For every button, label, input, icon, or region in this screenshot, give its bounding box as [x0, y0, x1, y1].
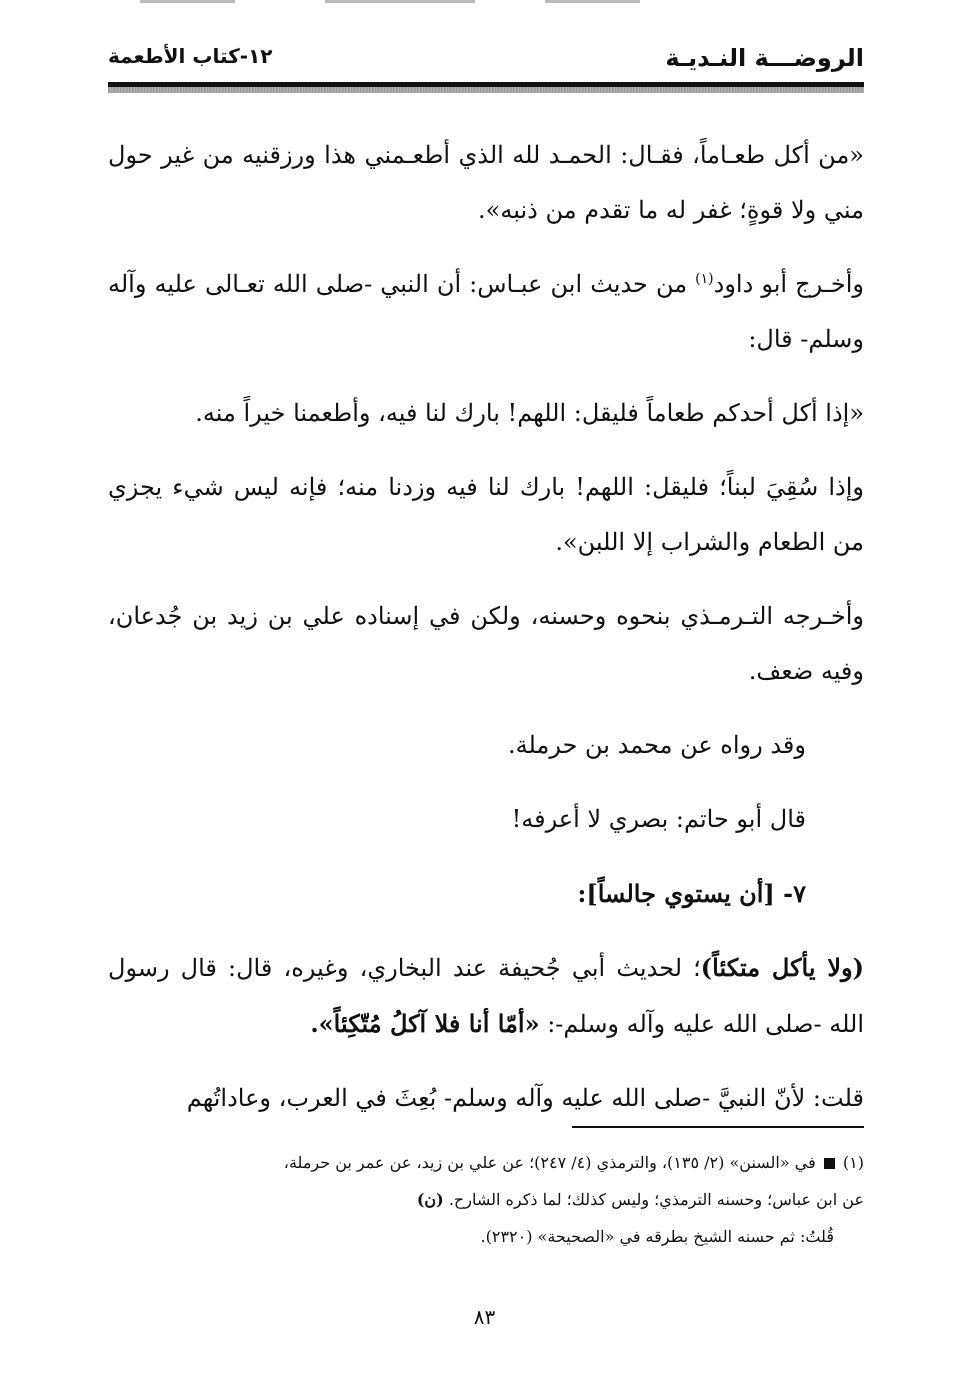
footnote-number: (١) — [842, 1153, 864, 1172]
footnote-separator — [572, 1126, 864, 1128]
paragraph-text: وأخـرج أبو داود — [713, 270, 864, 298]
paragraph-text: ؛ لحديث أبي جُحيفة عند البخاري، وغيره، قال: قال رسول الله -صلى الله عليه وآله وسلم-: — [108, 954, 864, 1038]
footnote-line: قُلتُ: ثم حسنه الشيخ بطرقه في «الصحيحة» (٢٣٢٠). — [480, 1227, 834, 1246]
main-text — [108, 128, 864, 1145]
paragraph-hadith-quote: «من أكل طعـاماً، فقـال: الحمـد لله الذي أطعـمني هذا ورزقنيه من غير حول مني ولا قوةٍ؛ غفر له ما تقدم من ذنبه». — [108, 141, 864, 224]
book-title: الروضـــة النـديـة — [665, 44, 864, 72]
matn-text: (ولا يأكل متكئاً) — [700, 953, 865, 982]
footnote-1 — [108, 1144, 864, 1181]
footnote-mark: (ن) — [416, 1190, 444, 1209]
paragraph-abu-hatim: قال أبو حاتم: بصري لا أعرفه! — [511, 805, 806, 833]
page-number: ٨٣ — [473, 1305, 496, 1329]
paragraph-abu-dawud — [108, 257, 864, 367]
paragraph-text: من حديث ابن عبـاس: أن النبي -صلى الله تعـالى عليه وآله وسلم- قال: — [108, 270, 864, 353]
footnote-line — [108, 1181, 864, 1218]
paragraph-hadith-quote: وإذا سُقِيَ لبناً؛ فليقل: اللهم! بارك لنا فيه وزدنا منه؛ فإنه ليس شيء يجزي من الطعام والشراب إلا اللبن». — [108, 473, 865, 556]
paragraph-reclining — [108, 940, 864, 1052]
footnote-text: عن ابن عباس؛ وحسنه الترمذي؛ وليس كذلك؛ لما ذكره الشارح. — [448, 1190, 864, 1209]
paragraph-commentary: قلت: لأنّ النبيَّ -صلى الله عليه وآله وسلم- بُعِثَ في العرب، وعاداتُهم — [186, 1084, 864, 1112]
section-heading: ٧- [أن يستوي جالساً]: — [577, 879, 806, 908]
hadith-quote: «أمّا أنا فلا آكلُ مُتّكِئاً». — [310, 1009, 540, 1038]
footnote-reference[interactable]: (١) — [695, 271, 714, 287]
square-marker-icon — [824, 1158, 835, 1169]
top-edge-mark — [545, 0, 640, 3]
footnotes — [108, 1144, 864, 1255]
running-header — [108, 38, 864, 82]
paragraph-narrator: وقد رواه عن محمد بن حرملة. — [508, 731, 806, 759]
top-edge-mark — [325, 0, 475, 3]
paragraph-hadith-quote: «إذا أكل أحدكم طعاماً فليقل: اللهم! بارك لنا فيه، وأطعمنا خيراً منه. — [195, 399, 864, 427]
top-edge-mark — [140, 0, 235, 3]
header-rule-texture — [108, 87, 864, 93]
paragraph-tirmidhi: وأخـرجه التـرمـذي بنحوه وحسنه، ولكن في إسناده علي بن زيد بن جُدعان، وفيه ضعف. — [108, 602, 864, 685]
footnote-text: في «السنن» (٢/ ١٣٥)، والترمذي (٤/ ٢٤٧)؛ عن علي بن زيد، عن عمر بن حرملة، — [283, 1153, 816, 1172]
chapter-title: ١٢-كتاب الأطعمة — [108, 44, 273, 68]
